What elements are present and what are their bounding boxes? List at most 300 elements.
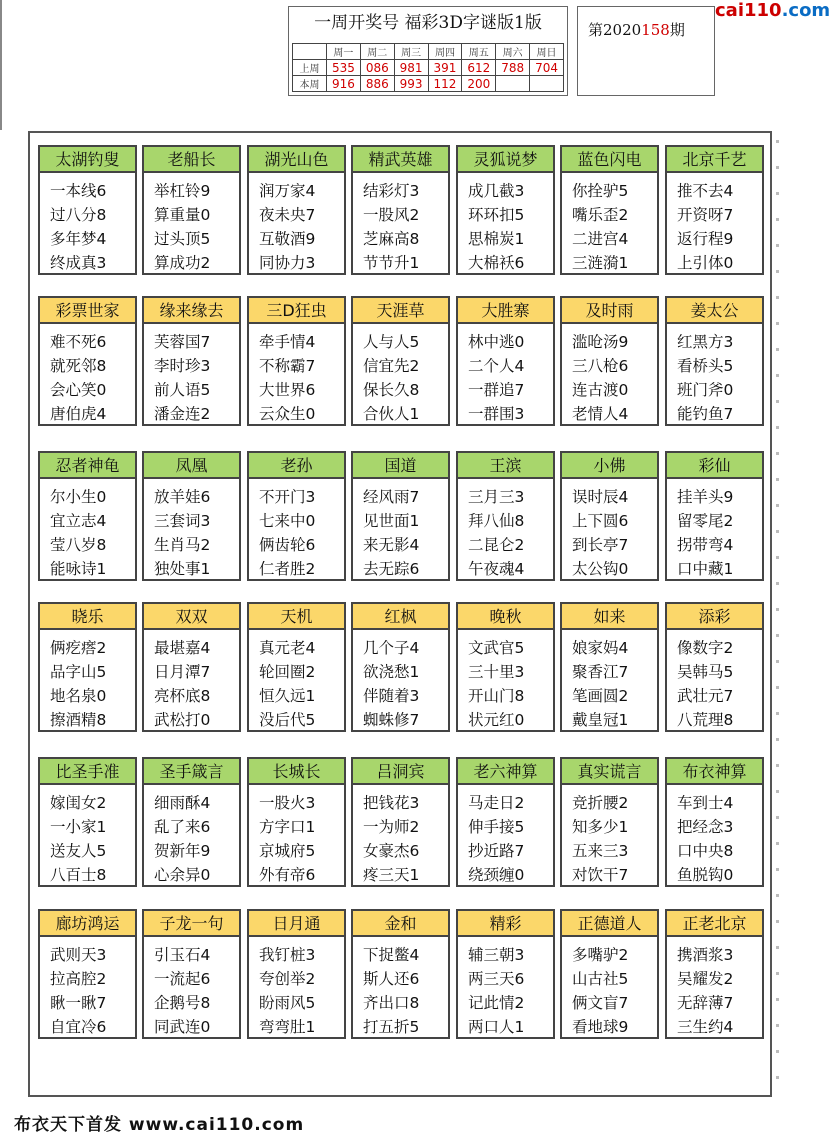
riddle-line: 盼雨风5 <box>259 994 316 1012</box>
riddle-line: 嫁闺女2 <box>50 794 107 812</box>
draw-number: 704 <box>530 60 564 76</box>
riddle-line: 伴随着3 <box>363 687 420 705</box>
card-author: 晚秋 <box>458 604 553 630</box>
riddle-line: 大棉袄6 <box>468 254 525 272</box>
riddle-grid <box>28 131 772 1097</box>
card-author: 如来 <box>562 604 657 630</box>
riddle-line: 就死邻8 <box>50 357 107 375</box>
card-riddles <box>353 479 448 581</box>
riddle-line: 云众生0 <box>259 405 316 423</box>
riddle-line: 斯人还6 <box>363 970 420 988</box>
edge-dot <box>776 686 779 689</box>
riddle-line: 班门斧0 <box>677 381 734 399</box>
draw-number <box>496 76 530 92</box>
card-author: 国道 <box>353 453 448 479</box>
card-riddles <box>667 630 762 732</box>
riddle-line: 疼三天1 <box>363 866 420 884</box>
riddle-line: 一流起6 <box>154 970 211 988</box>
riddle-line: 三套词3 <box>154 512 211 530</box>
riddle-line: 口中藏1 <box>677 560 734 578</box>
riddle-line: 芙蓉国7 <box>154 333 211 351</box>
riddle-line: 连古渡0 <box>572 381 629 399</box>
draw-number: 981 <box>394 60 428 76</box>
riddle-line: 误时辰4 <box>572 488 629 506</box>
riddle-line: 蜘蛛修7 <box>363 711 420 729</box>
riddle-line: 去无踪6 <box>363 560 420 578</box>
riddle-line: 润万家4 <box>259 182 316 200</box>
riddle-line: 两口人1 <box>468 1018 525 1036</box>
site-logo[interactable] <box>715 0 830 24</box>
riddle-line: 把钱花3 <box>363 794 420 812</box>
card-author: 蓝色闪电 <box>562 147 657 173</box>
riddle-card <box>247 757 346 887</box>
card-riddles <box>353 630 448 732</box>
edge-dot <box>776 192 779 195</box>
weekly-draw-panel <box>288 6 568 96</box>
riddle-line: 笔画圆2 <box>572 687 629 705</box>
row-label: 本周 <box>293 76 327 92</box>
card-riddles <box>353 937 448 1039</box>
edge-dot <box>776 556 779 559</box>
riddle-line: 滥呛汤9 <box>572 333 629 351</box>
riddle-line: 一群追7 <box>468 381 525 399</box>
riddle-line: 不称霸7 <box>259 357 316 375</box>
card-author: 彩票世家 <box>40 298 135 324</box>
riddle-line: 信宜先2 <box>363 357 420 375</box>
riddle-line: 莹八岁8 <box>50 536 107 554</box>
edge-dot <box>776 868 779 871</box>
riddle-line: 拉高腔2 <box>50 970 107 988</box>
riddle-card <box>456 145 555 275</box>
card-riddles <box>562 479 657 581</box>
riddle-line: 推不去4 <box>677 182 734 200</box>
riddle-card <box>38 296 137 426</box>
card-author: 精武英雄 <box>353 147 448 173</box>
edge-dot <box>776 972 779 975</box>
riddle-line: 状元红0 <box>468 711 525 729</box>
edge-dot <box>776 660 779 663</box>
card-author: 天机 <box>249 604 344 630</box>
riddle-card <box>665 757 764 887</box>
riddle-card <box>351 296 450 426</box>
card-author: 红枫 <box>353 604 448 630</box>
riddle-line: 夜未央7 <box>259 206 316 224</box>
riddle-line: 真元老4 <box>259 639 316 657</box>
card-riddles <box>144 173 239 275</box>
riddle-line: 地名泉0 <box>50 687 107 705</box>
riddle-line: 太公钩0 <box>572 560 629 578</box>
card-riddles <box>353 785 448 887</box>
riddle-line: 对饮干7 <box>572 866 629 884</box>
riddle-line: 上下圆6 <box>572 512 629 530</box>
riddle-line: 举杠铃9 <box>154 182 211 200</box>
riddle-line: 辅三朝3 <box>468 946 525 964</box>
card-riddles <box>353 324 448 426</box>
riddle-line: 吴韩马5 <box>677 663 734 681</box>
card-author: 及时雨 <box>562 298 657 324</box>
draw-number: 612 <box>462 60 496 76</box>
card-riddles <box>144 937 239 1039</box>
card-author: 吕洞宾 <box>353 759 448 785</box>
card-author: 老孙 <box>249 453 344 479</box>
draw-number: 391 <box>428 60 462 76</box>
draw-number: 993 <box>394 76 428 92</box>
riddle-line: 俩文盲7 <box>572 994 629 1012</box>
riddle-line: 外有帝6 <box>259 866 316 884</box>
edge-dot <box>776 1076 779 1079</box>
card-riddles <box>458 324 553 426</box>
riddle-card <box>38 451 137 581</box>
riddle-line: 三八枪6 <box>572 357 629 375</box>
riddle-line: 到长亭7 <box>572 536 629 554</box>
riddle-line: 经风雨7 <box>363 488 420 506</box>
riddle-line: 拐带弯4 <box>677 536 734 554</box>
card-author: 彩仙 <box>667 453 762 479</box>
riddle-line: 山古社5 <box>572 970 629 988</box>
riddle-line: 欲浇愁1 <box>363 663 420 681</box>
riddle-line: 老情人4 <box>572 405 629 423</box>
riddle-line: 宜立志4 <box>50 512 107 530</box>
riddle-line: 把经念3 <box>677 818 734 836</box>
edge-dot <box>776 244 779 247</box>
riddle-line: 亮杯底8 <box>154 687 211 705</box>
card-author: 廊坊鸿运 <box>40 911 135 937</box>
card-author: 日月通 <box>249 911 344 937</box>
riddle-line: 企鹅号8 <box>154 994 211 1012</box>
riddle-line: 口中央8 <box>677 842 734 860</box>
riddle-line: 大世界6 <box>259 381 316 399</box>
riddle-line: 算成功2 <box>154 254 211 272</box>
edge-dot <box>776 946 779 949</box>
riddle-line: 一为师2 <box>363 818 420 836</box>
footer-banner: 布衣天下首发 www.cai110.com <box>14 1115 305 1135</box>
card-author: 正老北京 <box>667 911 762 937</box>
card-riddles <box>458 173 553 275</box>
riddle-line: 竞折腰2 <box>572 794 629 812</box>
riddle-line: 最堪嘉4 <box>154 639 211 657</box>
edge-dot <box>776 166 779 169</box>
riddle-line: 绕颈缠0 <box>468 866 525 884</box>
card-riddles <box>562 937 657 1039</box>
riddle-line: 没后代5 <box>259 711 316 729</box>
card-author: 王滨 <box>458 453 553 479</box>
card-riddles <box>249 785 344 887</box>
riddle-line: 日月潭7 <box>154 663 211 681</box>
riddle-line: 仁者胜2 <box>259 560 316 578</box>
riddle-line: 无辞薄7 <box>677 994 734 1012</box>
riddle-card <box>456 757 555 887</box>
riddle-line: 上引体0 <box>677 254 734 272</box>
riddle-line: 鱼脱钩0 <box>677 866 734 884</box>
draw-number: 788 <box>496 60 530 76</box>
card-riddles <box>562 785 657 887</box>
riddle-card <box>142 451 241 581</box>
riddle-card <box>560 451 659 581</box>
card-riddles <box>667 479 762 581</box>
card-riddles <box>144 785 239 887</box>
edge-dot <box>776 452 779 455</box>
card-author: 子龙一句 <box>144 911 239 937</box>
riddle-line: 前人语5 <box>154 381 211 399</box>
riddle-line: 多嘴驴2 <box>572 946 629 964</box>
draw-number <box>530 76 564 92</box>
riddle-line: 自宜冷6 <box>50 1018 107 1036</box>
card-riddles <box>458 630 553 732</box>
riddle-line: 红黑方3 <box>677 333 734 351</box>
riddle-line: 一群围3 <box>468 405 525 423</box>
edge-dot <box>776 348 779 351</box>
riddle-line: 合伙人1 <box>363 405 420 423</box>
riddle-line: 几个子4 <box>363 639 420 657</box>
card-riddles <box>249 479 344 581</box>
riddle-card <box>560 296 659 426</box>
riddle-line: 擦酒精8 <box>50 711 107 729</box>
edge-dot <box>776 790 779 793</box>
riddle-card <box>456 909 555 1039</box>
card-riddles <box>562 173 657 275</box>
card-riddles <box>667 173 762 275</box>
riddle-line: 女豪杰6 <box>363 842 420 860</box>
riddle-line: 像数字2 <box>677 639 734 657</box>
day-header: 周日 <box>530 44 564 60</box>
edge-dot <box>776 582 779 585</box>
card-riddles <box>458 479 553 581</box>
card-riddles <box>40 479 135 581</box>
riddle-line: 午夜魂4 <box>468 560 525 578</box>
riddle-line: 携酒浆3 <box>677 946 734 964</box>
card-author: 姜太公 <box>667 298 762 324</box>
card-author: 忍者神龟 <box>40 453 135 479</box>
riddle-card <box>560 757 659 887</box>
riddle-card <box>142 296 241 426</box>
riddle-card <box>247 451 346 581</box>
period-suffix: 期 <box>669 21 685 39</box>
riddle-line: 开山门8 <box>468 687 525 705</box>
card-riddles <box>144 630 239 732</box>
riddle-card <box>247 145 346 275</box>
riddle-line: 终成真3 <box>50 254 107 272</box>
card-author: 圣手箴言 <box>144 759 239 785</box>
riddle-line: 引玉石4 <box>154 946 211 964</box>
riddle-line: 吴耀发2 <box>677 970 734 988</box>
card-author: 小佛 <box>562 453 657 479</box>
card-riddles <box>249 324 344 426</box>
riddle-line: 京城府5 <box>259 842 316 860</box>
riddle-line: 独处事1 <box>154 560 211 578</box>
card-author: 布衣神算 <box>667 759 762 785</box>
riddle-line: 二进宫4 <box>572 230 629 248</box>
edge-dot <box>776 712 779 715</box>
riddle-line: 夸创举2 <box>259 970 316 988</box>
riddle-line: 打五折5 <box>363 1018 420 1036</box>
period-panel <box>577 6 715 96</box>
card-author: 长城长 <box>249 759 344 785</box>
riddle-line: 来无影4 <box>363 536 420 554</box>
panel-title: 一周开奖号 福彩3D字谜版1版 <box>314 13 542 33</box>
riddle-line: 二昆仑2 <box>468 536 525 554</box>
riddle-line: 武松打0 <box>154 711 211 729</box>
riddle-line: 一股火3 <box>259 794 316 812</box>
card-riddles <box>144 479 239 581</box>
riddle-line: 返行程9 <box>677 230 734 248</box>
card-author: 湖光山色 <box>249 147 344 173</box>
riddle-line: 一小家1 <box>50 818 107 836</box>
card-riddles <box>40 173 135 275</box>
logo-domain: .com <box>781 0 830 21</box>
logo-brand: cai110 <box>715 0 782 21</box>
card-riddles <box>667 937 762 1039</box>
riddle-card <box>351 909 450 1039</box>
edge-dot <box>776 530 779 533</box>
riddle-card <box>665 451 764 581</box>
riddle-line: 娘家妈4 <box>572 639 629 657</box>
riddle-line: 二个人4 <box>468 357 525 375</box>
this-week-row <box>293 76 564 92</box>
left-edge-line <box>0 0 2 130</box>
draw-number: 086 <box>360 60 394 76</box>
card-riddles <box>40 785 135 887</box>
riddle-line: 芝麻高8 <box>363 230 420 248</box>
card-riddles <box>40 937 135 1039</box>
riddle-line: 送友人5 <box>50 842 107 860</box>
edge-dot <box>776 634 779 637</box>
riddle-card <box>456 296 555 426</box>
riddle-line: 人与人5 <box>363 333 420 351</box>
day-header: 周四 <box>428 44 462 60</box>
day-header: 周二 <box>360 44 394 60</box>
card-author: 双双 <box>144 604 239 630</box>
riddle-line: 方字口1 <box>259 818 316 836</box>
riddle-line: 八百士8 <box>50 866 107 884</box>
riddle-card <box>142 602 241 732</box>
riddle-card <box>665 145 764 275</box>
riddle-line: 我钉桩3 <box>259 946 316 964</box>
riddle-card <box>247 602 346 732</box>
riddle-line: 三涟漪1 <box>572 254 629 272</box>
day-header-row <box>293 44 564 60</box>
riddle-line: 环环扣5 <box>468 206 525 224</box>
card-riddles <box>249 173 344 275</box>
draw-number: 535 <box>327 60 361 76</box>
edge-dot <box>776 322 779 325</box>
riddle-line: 互敬酒9 <box>259 230 316 248</box>
riddle-line: 恒久远1 <box>259 687 316 705</box>
riddle-card <box>665 602 764 732</box>
draw-number: 916 <box>327 76 361 92</box>
riddle-line: 文武官5 <box>468 639 525 657</box>
period-label <box>588 19 685 40</box>
day-header: 周五 <box>462 44 496 60</box>
edge-dot <box>776 218 779 221</box>
edge-dot <box>776 296 779 299</box>
edge-dot <box>776 374 779 377</box>
card-riddles <box>144 324 239 426</box>
riddle-line: 三月三3 <box>468 488 525 506</box>
riddle-line: 同武连0 <box>154 1018 211 1036</box>
card-riddles <box>353 173 448 275</box>
period-number: 158 <box>641 21 670 39</box>
riddle-line: 能咏诗1 <box>50 560 107 578</box>
riddle-line: 弯弯肚1 <box>259 1018 316 1036</box>
card-author: 比圣手准 <box>40 759 135 785</box>
riddle-card <box>247 909 346 1039</box>
riddle-line: 下捉鳖4 <box>363 946 420 964</box>
riddle-line: 心余异0 <box>154 866 211 884</box>
edge-dot <box>776 270 779 273</box>
card-riddles <box>40 630 135 732</box>
riddle-line: 结彩灯3 <box>363 182 420 200</box>
riddle-line: 车到士4 <box>677 794 734 812</box>
edge-dot <box>776 608 779 611</box>
riddle-line: 三生约4 <box>677 1018 734 1036</box>
card-author: 天涯草 <box>353 298 448 324</box>
riddle-line: 不开门3 <box>259 488 316 506</box>
edge-dot <box>776 920 779 923</box>
riddle-line: 贺新年9 <box>154 842 211 860</box>
edge-dot <box>776 1050 779 1053</box>
card-author: 灵狐说梦 <box>458 147 553 173</box>
edge-dot <box>776 764 779 767</box>
card-author: 金和 <box>353 911 448 937</box>
riddle-line: 七来中0 <box>259 512 316 530</box>
draw-number: 112 <box>428 76 462 92</box>
riddle-line: 瞅一瞅7 <box>50 994 107 1012</box>
card-author: 大胜寨 <box>458 298 553 324</box>
card-author: 老六神算 <box>458 759 553 785</box>
card-riddles <box>458 785 553 887</box>
riddle-line: 两三天6 <box>468 970 525 988</box>
riddle-line: 三十里3 <box>468 663 525 681</box>
riddle-card <box>665 296 764 426</box>
draw-number: 200 <box>462 76 496 92</box>
riddle-line: 齐出口8 <box>363 994 420 1012</box>
riddle-line: 保长久8 <box>363 381 420 399</box>
riddle-line: 伸手接5 <box>468 818 525 836</box>
riddle-line: 同协力3 <box>259 254 316 272</box>
riddle-card <box>456 602 555 732</box>
riddle-line: 成几截3 <box>468 182 525 200</box>
riddle-line: 唐伯虎4 <box>50 405 107 423</box>
draw-number: 886 <box>360 76 394 92</box>
card-riddles <box>562 324 657 426</box>
edge-dot <box>776 400 779 403</box>
day-header: 周一 <box>327 44 361 60</box>
riddle-line: 见世面1 <box>363 512 420 530</box>
riddle-line: 八荒理8 <box>677 711 734 729</box>
card-riddles <box>40 324 135 426</box>
riddle-line: 抄近路7 <box>468 842 525 860</box>
riddle-line: 五来三3 <box>572 842 629 860</box>
edge-dot <box>776 504 779 507</box>
corner-cell <box>293 44 327 60</box>
riddle-line: 嘴乐歪2 <box>572 206 629 224</box>
riddle-line: 轮回圈2 <box>259 663 316 681</box>
edge-dot <box>776 478 779 481</box>
riddle-line: 细雨酥4 <box>154 794 211 812</box>
card-riddles <box>249 630 344 732</box>
riddle-line: 林中逃0 <box>468 333 525 351</box>
riddle-card <box>665 909 764 1039</box>
edge-dot <box>776 426 779 429</box>
riddle-line: 看桥头5 <box>677 357 734 375</box>
riddle-card <box>38 145 137 275</box>
riddle-card <box>560 909 659 1039</box>
edge-dot <box>776 816 779 819</box>
riddle-line: 俩疙瘩2 <box>50 639 107 657</box>
riddle-line: 放羊娃6 <box>154 488 211 506</box>
riddle-card <box>351 757 450 887</box>
day-header: 周六 <box>496 44 530 60</box>
